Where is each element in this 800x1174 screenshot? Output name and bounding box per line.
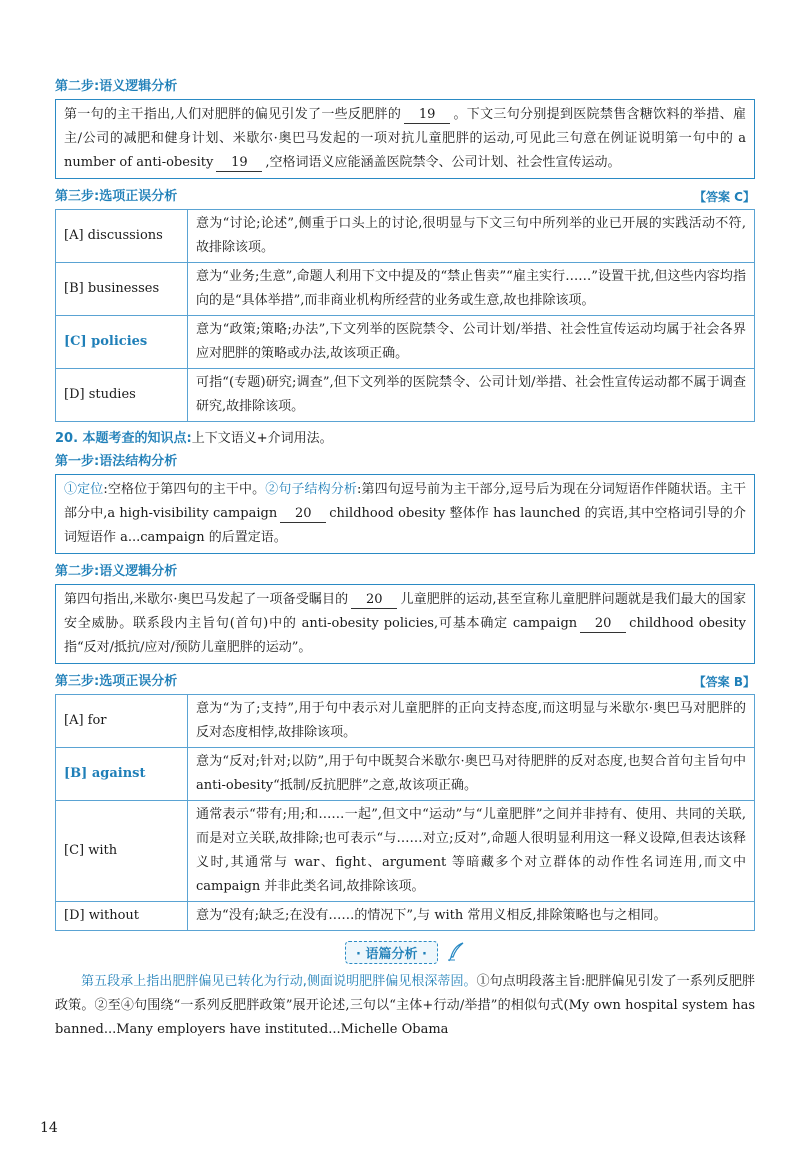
analysis-lead: 第五段承上指出肥胖偏见已转化为行动,侧面说明肥胖偏见根深蒂固。 [81,973,477,989]
q20-step1-box [55,474,755,554]
page-number: 14 [40,1120,58,1136]
q19-option-text-b: 意为“业务;生意”,命题人利用下文中提及的“禁止售卖”“雇主实行……”设置干扰,但这些内容均指向的是“具体举措”,而非商业机构所经营的业务或生意,故也排除该项。 [188,263,755,316]
table-row [56,801,755,902]
q20-step1-t1: :空格位于第四句的主干中。 [103,482,266,497]
q19-step2-box [55,99,755,179]
analysis-banner [55,941,755,966]
q19-blank: 19 [404,107,450,124]
q19-option-label-c: [C] policies [56,316,188,369]
q20-title-rest: 上下文语义+介词用法。 [191,431,333,446]
q19-step3-title: 第三步:选项正误分析 [55,189,178,204]
q19-option-label-a: [A] discussions [56,210,188,263]
q20-step1-hl2: ②句子结构分析 [265,482,358,497]
q19-options-table [55,209,755,422]
q20-options-table [55,694,755,931]
q20-blank-3: 20 [580,616,626,633]
table-row [56,316,755,369]
q20-blank-2: 20 [351,592,397,609]
q19-option-label-d: [D] studies [56,369,188,422]
page-content [55,0,755,1042]
table-row [56,748,755,801]
q20-option-text-d: 意为“没有;缺乏;在没有……的情况下”,与 with 常用义相反,排除策略也与之相同。 [188,902,755,931]
q20-step1-title: 第一步:语法结构分析 [55,454,178,469]
q20-step1-hl1: ①定位 [64,482,104,497]
table-row [56,695,755,748]
q20-title-num: 20. 本题考查的知识点: [55,431,192,446]
q20-step3-header [55,670,755,694]
table-row [56,369,755,422]
q20-step2-t1: 第四句指出,米歇尔·奥巴马发起了一项备受瞩目的 [64,592,349,607]
q19-option-text-a: 意为“讨论;论述”,侧重于口头上的讨论,很明显与下文三句中所列举的业已开展的实践活动不符,故排除该项。 [188,210,755,263]
q20-step3-title: 第三步:选项正误分析 [55,674,178,689]
q19-step2-text-c: ,空格词语义应能涵盖医院禁令、公司计划、社会性宣传运动。 [265,155,621,170]
table-row [56,210,755,263]
analysis-banner-label: · 语篇分析 · [345,941,438,964]
q20-option-label-c: [C] with [56,801,188,902]
q20-step2-box [55,584,755,664]
quill-icon [447,942,465,966]
q20-title [55,428,755,450]
q19-answer: 【答案 C】 [694,190,755,204]
q20-step2-title: 第二步:语义逻辑分析 [55,564,178,579]
q20-option-label-b: [B] against [56,748,188,801]
q19-option-label-b: [B] businesses [56,263,188,316]
q19-option-text-c: 意为“政策;策略;办法”,下文列举的医院禁令、公司计划/举措、社会性宣传运动均属于社会各界应对肥胖的策略或办法,故该项正确。 [188,316,755,369]
q20-option-label-d: [D] without [56,902,188,931]
table-row [56,902,755,931]
q20-option-label-a: [A] for [56,695,188,748]
q19-step2-text-a: 第一句的主干指出,人们对肥胖的偏见引发了一些反肥胖的 [64,107,402,122]
analysis-paragraph [55,970,755,1042]
q20-step2-t3: childhood obesity 指“反对/抵抗/应对/预防儿童肥胖的运动”。 [64,616,746,655]
q20-blank: 20 [280,506,326,523]
q20-step1-t2: :第四句逗号前为主干部分,逗号后为现在分词短语作伴随状语。主干部分中,a high-visibility campaign [64,482,746,521]
q19-step2-title: 第二步:语义逻辑分析 [55,79,178,94]
q19-step2-text-b: 。下文三句分别提到医院禁售含糖饮料的举措、雇主/公司的减肥和健身计划、米歇尔·奥巴马发起的一项对抗儿童肥胖的运动,可见此三句意在例证说明第一句中的 a number of anti-obesity [64,107,746,170]
q19-blank-2: 19 [216,155,262,172]
q20-option-text-a: 意为“为了;支持”,用于句中表示对儿童肥胖的正向支持态度,而这明显与米歇尔·奥巴马对肥胖的反对态度相悖,故排除该项。 [188,695,755,748]
q20-answer: 【答案 B】 [693,675,755,689]
analysis-text: ①句点明段落主旨:肥胖偏见引发了一系列反肥胖政策。②至④句围绕“一系列反肥胖政策”展开论述,三句以“主体+行动/举措”的相似句式(My own hospital system has banned...Many employers have instituted...Michelle Obama [55,973,755,1037]
q19-option-text-d: 可指“(专题)研究;调查”,但下文列举的医院禁令、公司计划/举措、社会性宣传运动都不属于调查研究,故排除该项。 [188,369,755,422]
q20-step2-t2: 儿童肥胖的运动,甚至宣称儿童肥胖问题就是我们最大的国家安全威胁。联系段内主旨句(首句)中的 anti-obesity policies,可基本确定 campaign [64,592,747,631]
q20-step1-t3: childhood obesity 整体作 has launched 的宾语,其中空格词引导的介词短语作 a...campaign 的后置定语。 [64,506,746,545]
q20-option-text-c: 通常表示“带有;用;和……一起”,但文中“运动”与“儿童肥胖”之间并非持有、使用、共同的关联,而是对立关联,故排除;也可表示“与……对立;反对”,命题人很明显利用这一释义设障,但表达该释义时,其通常与 war、fight、argument 等暗藏多个对立群体的动作性名词连用,而文中 campaign 并非此类名词,故排除该项。 [188,801,755,902]
table-row [56,263,755,316]
q19-step3-header [55,185,755,209]
q20-option-text-b: 意为“反对;针对;以防”,用于句中既契合米歇尔·奥巴马对待肥胖的反对态度,也契合首句主旨句中 anti-obesity“抵制/反抗肥胖”之意,故该项正确。 [188,748,755,801]
